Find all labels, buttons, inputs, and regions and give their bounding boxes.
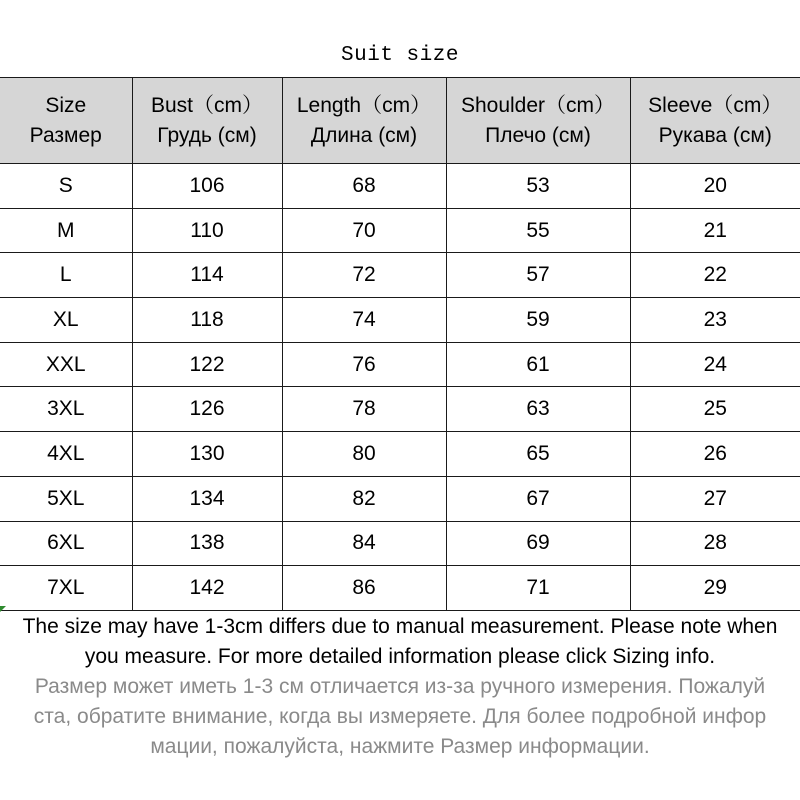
cell-sleeve: 22 <box>630 253 800 298</box>
cell-sleeve: 25 <box>630 387 800 432</box>
table-row <box>0 387 800 432</box>
header-shoulder-ru: Плечо (см) <box>485 123 591 147</box>
cell-bust: 126 <box>132 387 282 432</box>
cell-size: XL <box>0 298 132 343</box>
cell-bust: 110 <box>132 208 282 253</box>
measurement-note <box>0 612 800 762</box>
cell-sleeve: 28 <box>630 521 800 566</box>
cell-sleeve: 27 <box>630 476 800 521</box>
cell-shoulder: 59 <box>446 298 630 343</box>
cell-length: 84 <box>282 521 446 566</box>
header-length-en: Length（cm） <box>296 93 432 117</box>
cell-size: M <box>0 208 132 253</box>
cell-sleeve: 23 <box>630 298 800 343</box>
header-length <box>282 78 446 164</box>
table-row <box>0 342 800 387</box>
cell-shoulder: 71 <box>446 566 630 611</box>
cell-sleeve: 24 <box>630 342 800 387</box>
cell-size: XXL <box>0 342 132 387</box>
table-row <box>0 164 800 209</box>
cell-bust: 138 <box>132 521 282 566</box>
note-ru-line-3: мации, пожалуйста, нажмите Размер информации. <box>150 735 650 758</box>
note-en-line-1: The size may have 1-3cm differs due to manual measurement. Please note when <box>22 615 778 638</box>
header-shoulder-en: Shoulder（cm） <box>460 93 616 117</box>
table-row <box>0 298 800 343</box>
cell-size: 4XL <box>0 432 132 477</box>
table-row <box>0 521 800 566</box>
header-sleeve <box>630 78 800 164</box>
chart-title: Suit size <box>341 44 459 67</box>
cell-length: 68 <box>282 164 446 209</box>
header-bust-ru: Грудь (см) <box>157 123 257 147</box>
header-size-ru: Размер <box>29 123 102 147</box>
note-ru-line-2: ста, обратите внимание, когда вы измеряете. Для более подробной инфор <box>33 705 767 728</box>
cell-length: 86 <box>282 566 446 611</box>
cell-bust: 106 <box>132 164 282 209</box>
cell-shoulder: 57 <box>446 253 630 298</box>
cell-bust: 122 <box>132 342 282 387</box>
table-row <box>0 253 800 298</box>
cell-length: 78 <box>282 387 446 432</box>
header-size <box>0 78 132 164</box>
header-shoulder <box>446 78 630 164</box>
cell-bust: 118 <box>132 298 282 343</box>
cell-sleeve: 29 <box>630 566 800 611</box>
cell-shoulder: 53 <box>446 164 630 209</box>
cell-length: 70 <box>282 208 446 253</box>
cell-length: 76 <box>282 342 446 387</box>
table-header <box>0 78 800 164</box>
header-size-en: Size <box>45 93 87 117</box>
cell-size: L <box>0 253 132 298</box>
cell-sleeve: 21 <box>630 208 800 253</box>
cell-sleeve: 20 <box>630 164 800 209</box>
header-length-ru: Длина (см) <box>310 123 418 147</box>
cell-shoulder: 67 <box>446 476 630 521</box>
cell-shoulder: 55 <box>446 208 630 253</box>
cell-bust: 130 <box>132 432 282 477</box>
cell-bust: 134 <box>132 476 282 521</box>
header-bust-en: Bust（cm） <box>150 93 263 117</box>
cell-length: 80 <box>282 432 446 477</box>
cell-length: 82 <box>282 476 446 521</box>
table-row <box>0 208 800 253</box>
header-sleeve-ru: Рукава (см) <box>658 123 772 147</box>
table-body <box>0 164 800 611</box>
cell-size: 3XL <box>0 387 132 432</box>
cell-shoulder: 65 <box>446 432 630 477</box>
header-bust <box>132 78 282 164</box>
cell-sleeve: 26 <box>630 432 800 477</box>
cell-length: 72 <box>282 253 446 298</box>
cell-size: 6XL <box>0 521 132 566</box>
table-row <box>0 476 800 521</box>
header-sleeve-en: Sleeve（cm） <box>648 93 783 117</box>
header-row <box>0 78 800 164</box>
cell-bust: 114 <box>132 253 282 298</box>
cell-length: 74 <box>282 298 446 343</box>
table-row <box>0 432 800 477</box>
cell-bust: 142 <box>132 566 282 611</box>
cell-shoulder: 69 <box>446 521 630 566</box>
cell-size: S <box>0 164 132 209</box>
size-table <box>0 77 800 611</box>
table-row <box>0 566 800 611</box>
cell-shoulder: 61 <box>446 342 630 387</box>
note-en-line-2: you measure. For more detailed information please click Sizing info. <box>84 645 716 668</box>
cell-size: 5XL <box>0 476 132 521</box>
cell-size: 7XL <box>0 566 132 611</box>
note-ru-line-1: Размер может иметь 1-3 см отличается из-за ручного измерения. Пожалуй <box>34 675 766 698</box>
cell-shoulder: 63 <box>446 387 630 432</box>
